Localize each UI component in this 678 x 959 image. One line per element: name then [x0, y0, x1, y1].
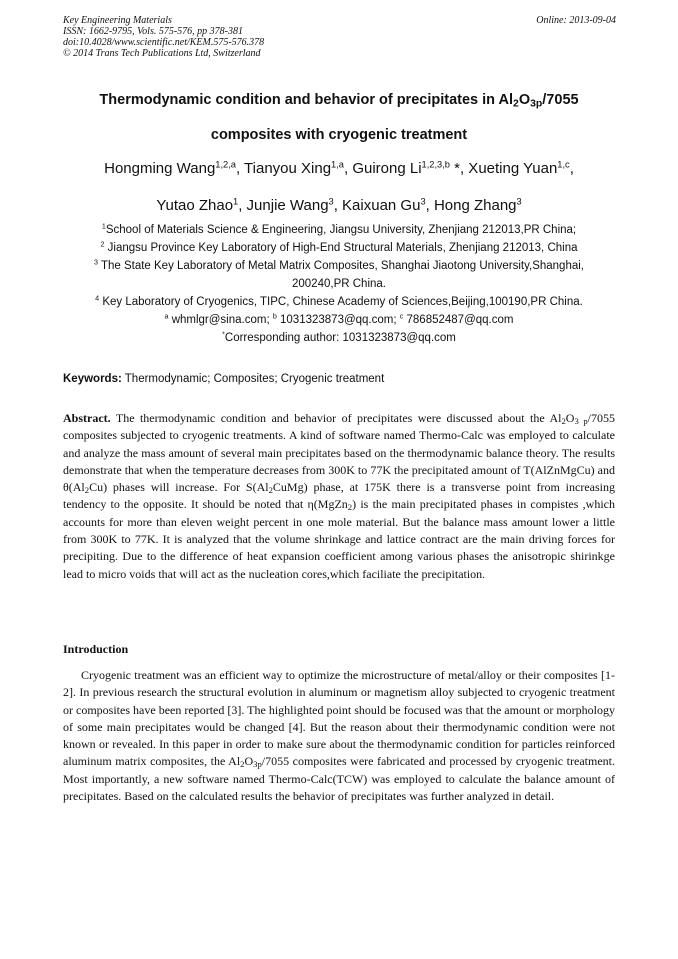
copyright-line: © 2014 Trans Tech Publications Ltd, Switzerland	[63, 48, 261, 59]
affiliation-3: $^3$ The State Key Laboratory of Metal Matrix Composites, Shanghai Jiaotong University,Shanghai,	[94, 258, 584, 272]
abstract: Abstract. The thermodynamic condition and behavior of precipitates were discussed about the $Al_2O_{3 p}/7055$ composites subjected to cryogenic treatments. A kind of software named Thermo-Calc was employed to calculate and analyze the mass amount of several main precipitates based on the thermodynamic balance theory. The results demonstrate that when the temperature decreases from 300K to 77K the precipitated amount of T(AlZnMgCu) and $\theta(Al_2Cu)$ phases will increase. For $S(Al_2CuMg)$ phase, at 175K there is a transverse point from increasing tendency to the opposite. It should be noted that η(MgZn$_2$) is the main precipitated phases in compistes ,which accounts for more than eleven weight percent in one mole material. But the balance mass amount lower a little from 300K to 77K. It is analyzed that the volume shrinkage and lattice contract are the main driving forces for precipiting. Due to the difference of heat expansion coefficient among various phases the anisotropic shirinkge lead to micro voids that will act as the nucleation cores,which faciliate the precipitation.	[63, 411, 616, 581]
doi-line: doi:10.4028/www.scientific.net/KEM.575-576.378	[63, 37, 265, 48]
author-list: Hongming Wang$^{1,2,a}$, Tianyou Xing$^{1,a}$, Guirong Li$^{1,2,3,b}$ *, Xueting Yuan$^{1,c}$,	[104, 159, 574, 177]
affiliation-1: $^1$School of Materials Science & Engineering, Jiangsu University, Zhenjiang 212013,PR China;	[101, 222, 577, 236]
affiliation-3-cont: 200240,PR China.	[292, 278, 386, 290]
introduction-heading: Introduction	[63, 642, 129, 656]
affiliation-2: $^2$ Jiangsu Province Key Laboratory of High-End Structural Materials, Zhenjiang 212013, China	[100, 240, 578, 254]
author-emails: $^a$ whmlgr@sina.com; $^b$ 1031323873@qq.com; $^c$ 786852487@qq.com	[164, 312, 514, 326]
affiliation-4: $^4$ Key Laboratory of Cryogenics, TIPC, Chinese Academy of Sciences,Beijing,100190,PR China.	[95, 294, 583, 308]
introduction-paragraph: Cryogenic treatment was an efficient way to optimize the microstructure of metal/alloy or their composites [1-2]. In previous research the structural evolution in aluminum or magnetism alloy subjected to cryogenic treatment or composites have been reported [3]. The highlighted point should be focused was that the amount or morphology of some main precipitates would be changed [4]. But the reason about their thermodynamic condition were not known or revealed. In this paper in order to make sure about the thermodynamic condition for particles reinforced aluminum matrix composites, the $Al_2O_{3p}/7055$ composites were fabricated and processed by cryogenic treatment. Most importantly, a new software named Thermo-Calc(TCW) was employed to calculate the balance amount of precipitates. Based on the calculated results the behavior of precipitates was further analyzed in detail.	[63, 668, 615, 804]
online-date: Online: 2013-09-04	[536, 15, 616, 26]
paper-title-line2: composites with cryogenic treatment	[210, 127, 468, 143]
journal-header	[63, 15, 616, 59]
author-list-line2: Yutao Zhao$^1$, Junjie Wang$^3$, Kaixuan Gu$^3$, Hong Zhang$^3$	[156, 196, 522, 214]
keywords-label: Keywords:	[63, 373, 122, 385]
journal-name: Key Engineering Materials	[63, 15, 172, 26]
abstract-label: Abstract.	[63, 411, 111, 425]
keywords	[63, 373, 384, 385]
corresponding-author: *Corresponding author: 1031323873@qq.com	[222, 330, 456, 344]
keywords-text: Thermodynamic; Composites; Cryogenic treatment	[121, 373, 385, 385]
issn-line: ISSN: 1662-9795, Vols. 575-576, pp 378-381	[63, 26, 243, 37]
paper-title: Thermodynamic condition and behavior of precipitates in $Al_2O_{3p}/7055$	[99, 92, 579, 110]
